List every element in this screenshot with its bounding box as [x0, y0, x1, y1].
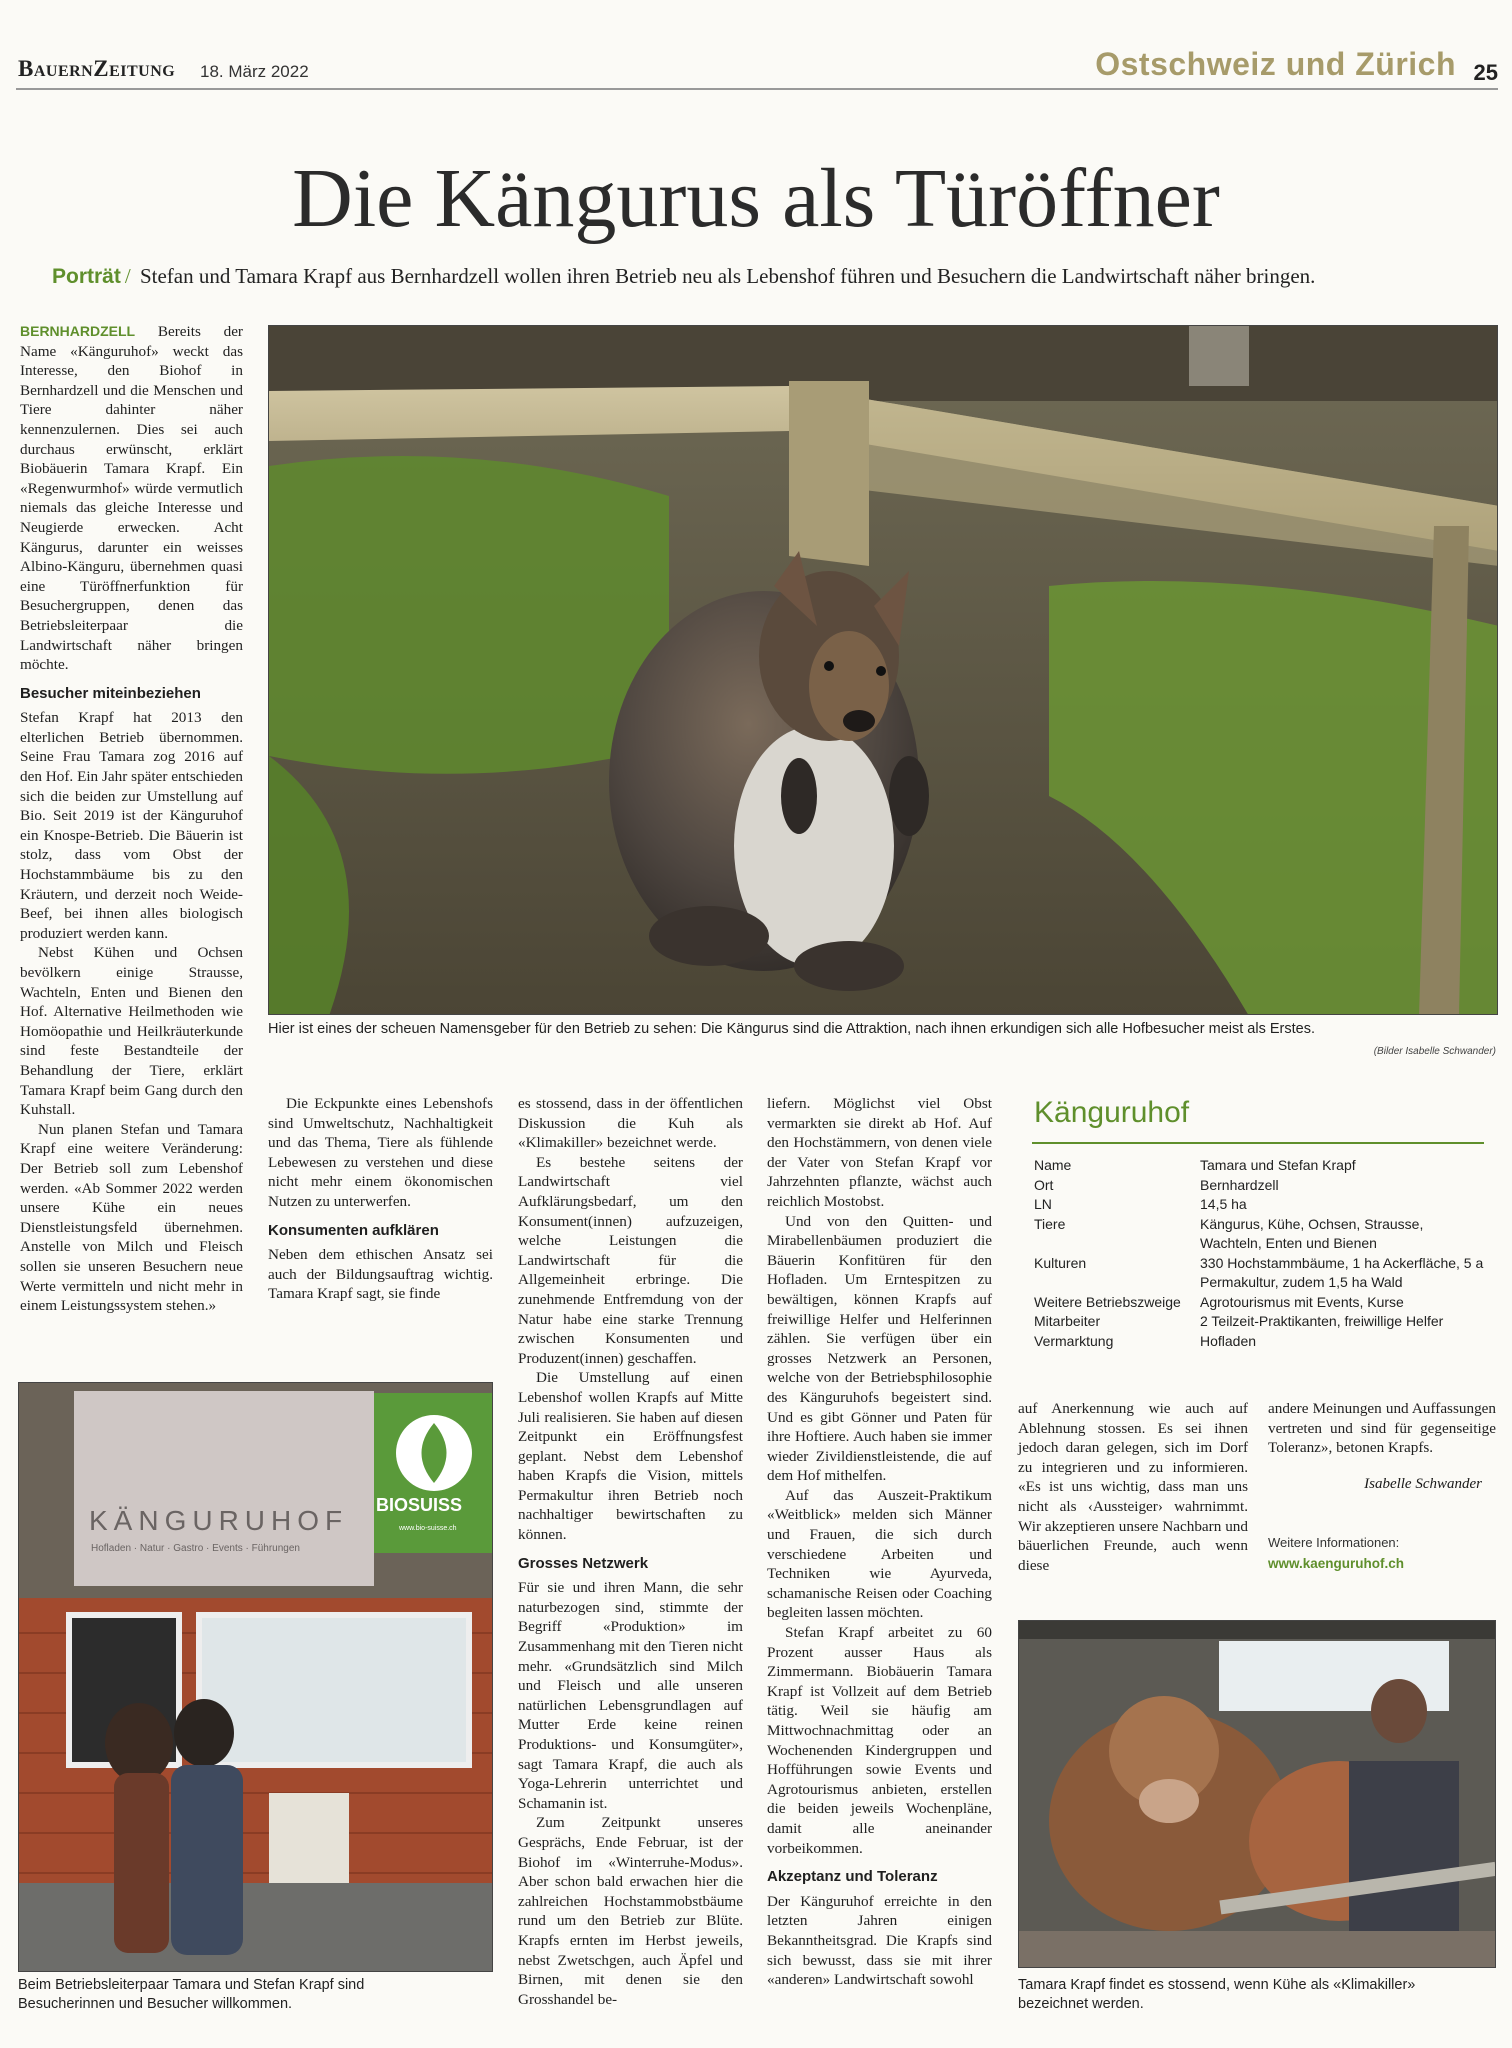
- infobox-key: LN: [1034, 1196, 1052, 1212]
- paragraph: andere Meinungen und Auffassungen vertreten und sind für gegenseitige Toleranz», betonen Krapfs.: [1268, 1400, 1496, 1457]
- couple-photo: [18, 1382, 493, 1972]
- column-1: [20, 322, 243, 1316]
- infobox-body: [1034, 1156, 1486, 1351]
- infobox-value: 330 Hochstammbäume, 1 ha Ackerfläche, 5 a Permakultur, zudem 1,5 ha Wald: [1200, 1254, 1484, 1290]
- paragraph: Und von den Quitten- und Mirabellenbäumen produziert die Bäuerin Konfitüren für den Hofladen. Um Erntespitzen zu bewältigen, können Krapfs auf freiwillige Helfer und Helferinnen zählen. Sie verfügen über ein grosses Netzwerk an Personen, welche von der Betriebsphilosophie des Känguruhofs begeistert sind. Und es gibt Gönner und Paten für ihre Hoftiere. Auch haben sie immer wieder Zivildienstleistende, die auf dem Hof mithelfen.: [767, 1212, 992, 1485]
- couple-photo-caption: Beim Betriebsleiterpaar Tamara und Stefan Krapf sind Besucherinnen und Besucher willkommen.: [18, 1977, 365, 2012]
- headline: Die Kängurus als Türöffner: [292, 152, 1220, 245]
- infobox-row: [1034, 1293, 1486, 1313]
- infobox-value: Hofladen: [1200, 1332, 1257, 1349]
- section-title: Ostschweiz und Zürich: [1095, 46, 1456, 82]
- infobox-row: [1034, 1332, 1486, 1352]
- lead-paragraph: [20, 322, 243, 675]
- subhead-konsumenten: Konsumenten aufklären: [268, 1221, 439, 1239]
- infobox-key: Tiere: [1034, 1215, 1066, 1232]
- page-number: 25: [1473, 60, 1498, 85]
- infobox-key: Name: [1034, 1157, 1072, 1173]
- column-6: [1268, 1399, 1496, 1458]
- infobox-row: [1034, 1176, 1486, 1196]
- infobox-table: [1034, 1156, 1486, 1351]
- photo-credit: (Bilder Isabelle Schwander): [1373, 1046, 1496, 1057]
- infobox-value: Kängurus, Kühe, Ochsen, Strausse, Wachteln, Enten und Bienen: [1200, 1215, 1424, 1251]
- subhead-besucher: Besucher miteinbeziehen: [20, 684, 201, 702]
- dateline: BERNHARDZELL: [20, 323, 136, 339]
- subhead-akzeptanz: Akzeptanz und Toleranz: [767, 1868, 938, 1886]
- kicker-slash: /: [124, 264, 131, 288]
- infobox-value: Bernhardzell: [1200, 1176, 1279, 1193]
- paragraph: Die Umstellung auf einen Lebenshof wollen Krapfs auf Mitte Juli realisieren. Sie haben auf diesen Zeitpunkt ein Eröffnungsfest geplant. Nebst dem Lebenshof haben Krapfs die Vision, mittels Permakultur ihren Betrieb noch nachhaltiger bewirtschaften zu können.: [518, 1369, 743, 1544]
- column-2: [268, 1094, 493, 1304]
- farm-building-illustration: [19, 1383, 493, 1972]
- infobox-row: [1034, 1156, 1486, 1176]
- paragraph: liefern. Möglichst viel Obst vermarkten sie direkt ab Hof. Auf den Hochstämmern, von denen viele der Vater von Stefan Krapf vor Jahrzehnten pflanzte, wächst auch reichlich Mostobst.: [767, 1095, 992, 1210]
- paragraph: Stefan Krapf hat 2013 den elterlichen Betrieb übernommen. Seine Frau Tamara zog 2016 auf den Hof. Ein Jahr später entschieden sich die beiden zur Umstellung auf Bio. Seit 2019 ist der Känguruhof ein Knospe-Betrieb. Die Bäuerin ist stolz, dass vom Obst der Hochstammbäume bis zu den Kräutern, und derzeit noch Weide-Beef, bei ihnen alles biologisch produziert werden kann.: [20, 709, 243, 942]
- infobox-row: [1034, 1312, 1486, 1332]
- infobox-key: Weitere Betriebszweige: [1034, 1293, 1181, 1310]
- subhead-netzwerk: Grosses Netzwerk: [518, 1554, 649, 1572]
- cow-stable-illustration: [1019, 1621, 1496, 1968]
- paragraph: Es bestehe seitens der Landwirtschaft viel Aufklärungsbedarf, um den Konsument(innen) aufzuzeigen, welche Leistungen die Landwirtschaft für die Allgemeinheit erbringe. Die zunehmende Entfremdung von der Natur habe eine starke Trennung zwischen Konsumenten und Produzent(innen) geschaffen.: [518, 1153, 743, 1367]
- sign-subtitle: Hofladen · Natur · Gastro · Events · Führungen: [91, 1543, 300, 1554]
- infobox-title: Känguruhof: [1034, 1096, 1190, 1129]
- infobox-key: Kulturen: [1034, 1254, 1087, 1271]
- infobox-value: Agrotourismus mit Events, Kurse: [1200, 1293, 1404, 1310]
- header-rule: [16, 88, 1498, 90]
- issue-date: 18. März 2022: [200, 62, 309, 81]
- paragraph: Neben dem ethischen Ansatz sei auch der Bildungsauftrag wichtig. Tamara Krapf sagt, sie finde: [268, 1246, 493, 1303]
- infobox-key: Vermarktung: [1034, 1332, 1114, 1349]
- cow-photo-caption: Tamara Krapf findet es stossend, wenn Kühe als «Klimakiller» bezeichnet werden.: [1018, 1977, 1416, 2012]
- kangaroo-photo: [268, 325, 1498, 1015]
- paragraph: Der Känguruhof erreichte in den letzten Jahren einigen Bekanntheitsgrad. Die Krapfs sind sich bewusst, dass sie mit ihrer «anderen» Landwirtschaft sowohl: [767, 1892, 992, 1989]
- bio-suisse-url: www.bio-suisse.ch: [399, 1525, 457, 1532]
- paragraph: Stefan Krapf arbeitet zu 60 Prozent ausser Haus als Zimmermann. Biobäuerin Tamara Krapf ist Vollzeit auf dem Betrieb tätig. Weil sie häufig am Mittwochnachmittag oder an Wochenenden Kindergruppen und Hofführungen sowie Events und Agrotourismus anbieten, erstellen die beiden jeweils Wochenpläne, damit alle aneinander vorbeikommen.: [767, 1624, 992, 1857]
- column-4: [767, 1094, 992, 1990]
- paragraph: Nebst Kühen und Ochsen bevölkern einige Strausse, Wachteln, Enten und Bienen den Hof. Alternative Heilmethoden wie Homöopathie und Heilkräuterkunde sind feste Bestandteile der Behandlung der Tiere, erklärt Tamara Krapf beim Gang durch den Kuhstall.: [20, 944, 243, 1119]
- bio-suisse-label: BIOSUISS: [376, 1495, 463, 1515]
- author-byline: Isabelle Schwander: [1364, 1476, 1482, 1492]
- deck-text: Stefan und Tamara Krapf aus Bernhardzell wollen ihren Betrieb neu als Lebenshof führen und Besuchern die Landwirtschaft näher bringen.: [139, 264, 1316, 288]
- more-info-label: Weitere Informationen:: [1268, 1535, 1400, 1550]
- lead-text: Bereits der Name «Känguruhof» weckt das Interesse, den Biohof in Bernhardzell und die Menschen und Tiere dahinter näher kennenzulernen. Dies sei auch durchaus erwünscht, erklärt Biobäuerin Tamara Krapf. Ein «Regenwurmhof» würde vermutlich niemals das gleiche Interesse und Neugierde erwecken. Acht Kängurus, darunter ein weisses Albino-Känguru, übernehmen quasi eine Türöffnerfunktion für Besuchergruppen, denen das Betriebsleiterpaar die Landwirtschaft näher bringen möchte.: [20, 323, 243, 674]
- paragraph: Zum Zeitpunkt unseres Gesprächs, Ende Februar, ist der Biohof im «Winterruhe-Modus». Aber schon bald erwachen hier die zahlreichen Hochstammobstbäume rund um den Betrieb zur Blüte. Krapfs ernten im Herbst jeweils, nebst Zwetschgen, auch Äpfel und Birnen, mit denen sie den Grosshandel be-: [518, 1814, 743, 2008]
- kicker: Porträt: [52, 265, 121, 288]
- column-3: [518, 1094, 743, 2009]
- infobox-value: Tamara und Stefan Krapf: [1200, 1157, 1356, 1173]
- column-5: [1018, 1399, 1248, 1575]
- paragraph: Nun planen Stefan und Tamara Krapf eine weitere Veränderung: Der Betrieb soll zum Lebenshof werden. «Ab Sommer 2022 werden unsere Kühe ein neues Dienstleistungsfeld übernehmen. Anstelle von Milch und Fleisch sollen sie unseren Besuchern neue Werte vermitteln und nicht mehr in einem Leistungssystem stehen.»: [20, 1120, 243, 1315]
- infobox-key: Mitarbeiter: [1034, 1313, 1101, 1329]
- paragraph: Auf das Auszeit-Praktikum «Weitblick» melden sich Männer und Frauen, die sich durch verschiedene Arbeiten und Techniken wie Ayurveda, schamanische Reisen oder Coaching begleiten lassen möchten.: [767, 1486, 992, 1622]
- masthead: BauernZeitung: [18, 56, 176, 81]
- kangaroo-illustration: [269, 326, 1498, 1015]
- paragraph: Für sie und ihren Mann, die sehr naturbezogen sind, stimmte der Begriff «Produktion» im Zusammenhang mit den Tieren nicht mehr. «Grundsätzlich sind Milch und Fleisch und alle unseren natürlichen Lebensgrundlagen auf Mutter Erde keine reinen Produktions- und Konsumgüter», sagt Tamara Krapf, die auch als Yoga-Lehrerin unterrichtet und Schamanin ist.: [518, 1579, 743, 1812]
- infobox-value: 14,5 ha: [1200, 1196, 1247, 1212]
- sign-title: KÄNGURUHOF: [89, 1505, 349, 1536]
- deck: [52, 264, 1315, 289]
- infobox-row: [1034, 1215, 1486, 1254]
- infobox-key: Ort: [1034, 1176, 1054, 1193]
- infobox-row: [1034, 1254, 1486, 1293]
- infobox-row: [1034, 1195, 1486, 1215]
- paragraph: es stossend, dass in der öffentlichen Diskussion die Kuh als «Klimakiller» bezeichnet werde.: [518, 1095, 743, 1152]
- paragraph: Die Eckpunkte eines Lebenshofs sind Umweltschutz, Nachhaltigkeit und das Thema, Tiere als fühlende Lebewesen zu verstehen und diese nicht mehr einem ökonomischen Nutzen zu unterwerfen.: [268, 1095, 493, 1210]
- website-link[interactable]: www.kaenguruhof.ch: [1268, 1556, 1405, 1571]
- main-photo-caption: Hier ist eines der scheuen Namensgeber für den Betrieb zu sehen: Die Kängurus sind die Attraktion, nach ihnen erkundigen sich alle Hofbesucher meist als Erstes.: [268, 1021, 1315, 1037]
- infobox-value: 2 Teilzeit-Praktikanten, freiwillige Helfer: [1200, 1313, 1444, 1329]
- cow-photo: [1018, 1620, 1496, 1968]
- paragraph: auf Anerkennung wie auch auf Ablehnung stossen. Es sei ihnen jedoch daran gelegen, sich im Dorf zu integrieren und zu informieren. «Es ist uns wichtig, dass man uns nicht als ‹Aussteiger› wahrnimmt. Wir akzeptieren unsere Nachbarn und bäuerlichen Freunde, auch wenn diese: [1018, 1400, 1248, 1574]
- infobox-rule: [1032, 1142, 1484, 1144]
